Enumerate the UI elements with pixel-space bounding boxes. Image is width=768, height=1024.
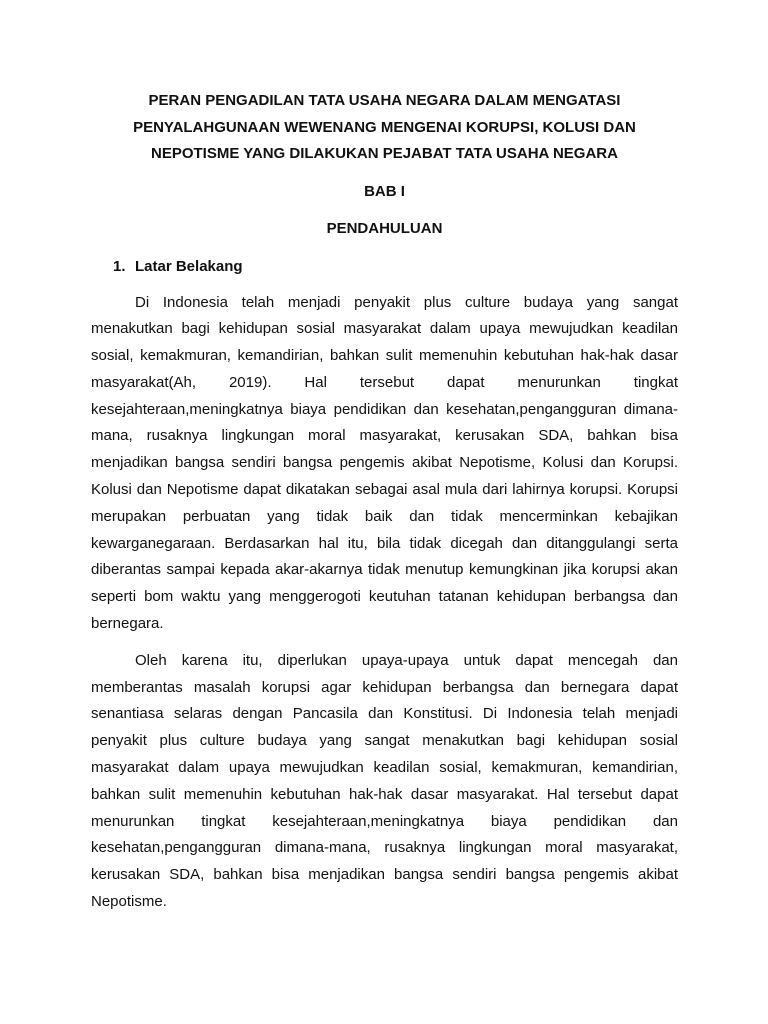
paragraph-line: Oleh karena itu, diperlukan upaya-upaya untuk dapat mencegah dan (135, 651, 678, 669)
paragraph-line: Di Indonesia telah menjadi penyakit plus culture budaya yang sangat (135, 293, 678, 311)
paragraph-line: menjadikan bangsa sendiri bangsa pengemis akibat Nepotisme, Kolusi dan Korupsi. (91, 454, 678, 472)
paragraph-line: Nepotisme. (91, 893, 167, 911)
chapter-title: PENDAHULUAN (326, 219, 443, 237)
chapter-heading: BAB I (364, 182, 405, 200)
paragraph-line: menurunkan tingkat kesejahteraan,meningkatnya biaya pendidikan dan (91, 812, 678, 830)
paragraph-line: kesehatan,pengangguran dimana-mana, rusaknya lingkungan moral masyarakat, (91, 839, 678, 857)
paragraph-line: memberantas masalah korupsi agar kehidupan berbangsa dan bernegara dapat (91, 678, 678, 696)
paragraph-2 (91, 648, 678, 916)
paragraph-line: kewarganegaraan. Berdasarkan hal itu, bila tidak dicegah dan ditanggulangi serta (91, 534, 678, 552)
paragraph-line: Kolusi dan Nepotisme dapat dikatakan sebagai asal mula dari lahirnya korupsi. Korupsi (91, 481, 678, 499)
paragraph-line: senantiasa selaras dengan Pancasila dan Konstitusi. Di Indonesia telah menjadi (91, 705, 678, 723)
document-title-line-3: NEPOTISME YANG DILAKUKAN PEJABAT TATA USAHA NEGARA (151, 145, 618, 162)
section-title: Latar Belakang (135, 257, 243, 275)
paragraph-1 (91, 290, 678, 638)
paragraph-line: merupakan perbuatan yang tidak baik dan tidak mencerminkan kebajikan (91, 507, 678, 525)
paragraph-line: kerusakan SDA, bahkan bisa menjadikan bangsa sendiri bangsa pengemis akibat (91, 866, 678, 884)
document-title-line-2: PENYALAHGUNAAN WEWENANG MENGENAI KORUPSI, KOLUSI DAN (133, 118, 636, 136)
paragraph-line: kesejahteraan,meningkatnya biaya pendidikan dan kesehatan,pengangguran dimana- (91, 400, 678, 418)
document-title-line-1: PERAN PENGADILAN TATA USAHA NEGARA DALAM MENGATASI (148, 92, 621, 109)
section-number: 1. (113, 257, 126, 275)
paragraph-line: masyarakat(Ah, 2019). Hal tersebut dapat menurunkan tingkat (91, 373, 678, 391)
paragraph-line: seperti bom waktu yang menggerogoti keutuhan tatanan kehidupan berbangsa dan (91, 588, 678, 606)
section-heading (91, 254, 678, 280)
paragraph-line: masyarakat dalam upaya mewujudkan keadilan sosial, kemakmuran, kemandirian, (91, 759, 678, 777)
paragraph-line: penyakit plus culture budaya yang sangat menakutkan bagi kehidupan sosial (91, 732, 678, 750)
paragraph-line: menakutkan bagi kehidupan sosial masyarakat dalam upaya mewujudkan keadilan (91, 320, 678, 338)
paragraph-line: bernegara. (91, 615, 164, 633)
paragraph-line: bahkan sulit memenuhin kebutuhan hak-hak dasar masyarakat. Hal tersebut dapat (91, 785, 678, 803)
document-page (91, 88, 678, 916)
paragraph-line: sosial, kemakmuran, kemandirian, bahkan sulit memenuhin kebutuhan hak-hak dasar (91, 347, 678, 365)
paragraph-line: mana, rusaknya lingkungan moral masyarakat, kerusakan SDA, bahkan bisa (91, 427, 678, 445)
paragraph-line: diberantas sampai kepada akar-akarnya tidak menutup kemungkinan jika korupsi akan (91, 561, 678, 579)
